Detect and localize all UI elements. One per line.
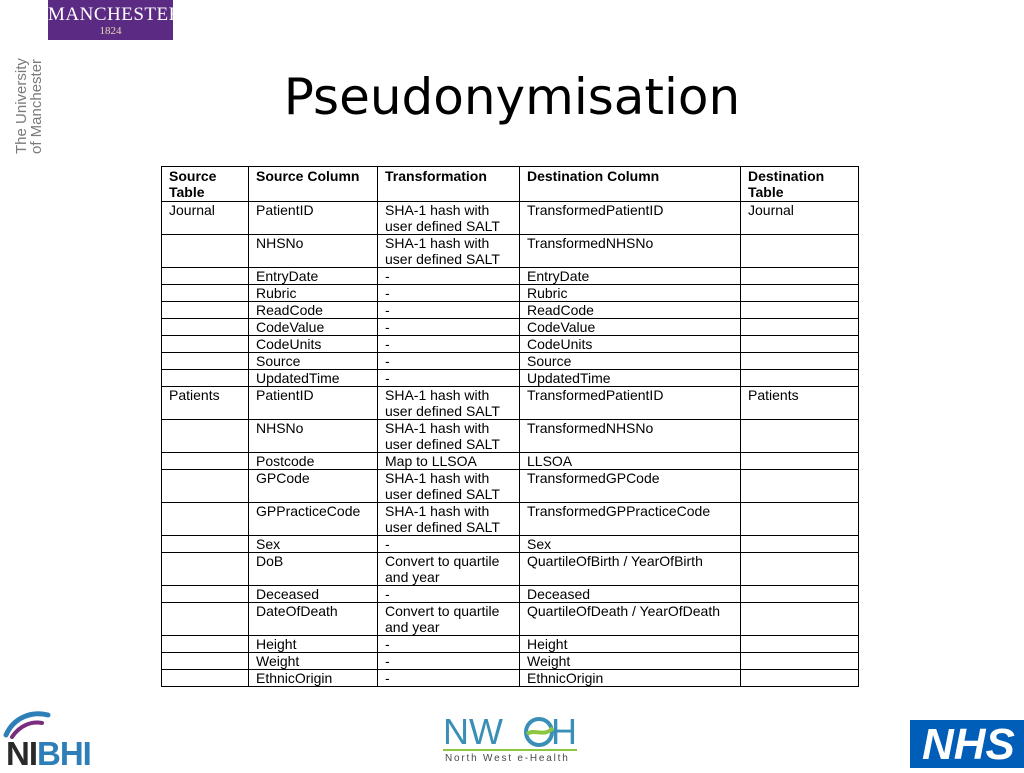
table-row xyxy=(162,353,859,370)
cell-source-table xyxy=(162,336,249,353)
cell-transformation: - xyxy=(378,653,520,670)
cell-destination-column: Rubric xyxy=(520,285,741,302)
cell-transformation: SHA-1 hash with user defined SALT xyxy=(378,420,520,453)
cell-destination-column: QuartileOfDeath / YearOfDeath xyxy=(520,603,741,636)
cell-destination-column: Sex xyxy=(520,536,741,553)
table-row xyxy=(162,636,859,653)
cell-destination-column: QuartileOfBirth / YearOfBirth xyxy=(520,553,741,586)
cell-destination-column: LLSOA xyxy=(520,453,741,470)
cell-destination-table xyxy=(741,285,859,302)
cell-destination-column: EntryDate xyxy=(520,268,741,285)
cell-transformation: Convert to quartile and year xyxy=(378,603,520,636)
cell-destination-table xyxy=(741,503,859,536)
table-row xyxy=(162,387,859,420)
cell-transformation: - xyxy=(378,370,520,387)
cell-source-column: Rubric xyxy=(249,285,378,302)
cell-source-table xyxy=(162,470,249,503)
cell-transformation: Map to LLSOA xyxy=(378,453,520,470)
cell-source-column: GPPracticeCode xyxy=(249,503,378,536)
cell-source-table xyxy=(162,553,249,586)
table-row xyxy=(162,235,859,268)
cell-source-table xyxy=(162,353,249,370)
cell-source-column: Postcode xyxy=(249,453,378,470)
cell-destination-column: TransformedGPCode xyxy=(520,470,741,503)
cell-source-column: UpdatedTime xyxy=(249,370,378,387)
cell-source-column: DateOfDeath xyxy=(249,603,378,636)
cell-transformation: - xyxy=(378,336,520,353)
cell-source-table: Patients xyxy=(162,387,249,420)
cell-transformation: SHA-1 hash with user defined SALT xyxy=(378,235,520,268)
cell-source-column: Weight xyxy=(249,653,378,670)
cell-source-column: Deceased xyxy=(249,586,378,603)
cell-destination-column: TransformedPatientID xyxy=(520,202,741,235)
cell-destination-table xyxy=(741,653,859,670)
nibhi-wordmark xyxy=(6,735,91,773)
table-row xyxy=(162,586,859,603)
cell-destination-column: TransformedNHSNo xyxy=(520,420,741,453)
cell-destination-table xyxy=(741,586,859,603)
university-vertical-label: The University of Manchester xyxy=(13,58,45,154)
cell-destination-column: UpdatedTime xyxy=(520,370,741,387)
cell-destination-table xyxy=(741,603,859,636)
table-row xyxy=(162,420,859,453)
cell-destination-table xyxy=(741,670,859,687)
cell-source-table: Journal xyxy=(162,202,249,235)
nweh-subtitle: North West e-Health xyxy=(445,753,570,764)
cell-destination-table xyxy=(741,235,859,268)
header-source-table: Source Table xyxy=(162,167,249,202)
table-row xyxy=(162,653,859,670)
cell-source-column: ReadCode xyxy=(249,302,378,319)
table-row xyxy=(162,319,859,336)
cell-source-table xyxy=(162,536,249,553)
cell-source-table xyxy=(162,453,249,470)
table-row xyxy=(162,670,859,687)
cell-source-table xyxy=(162,653,249,670)
table-row xyxy=(162,302,859,319)
cell-source-column: CodeUnits xyxy=(249,336,378,353)
table-row xyxy=(162,202,859,235)
table-row xyxy=(162,536,859,553)
cell-destination-table: Patients xyxy=(741,387,859,420)
table-body xyxy=(162,202,859,687)
manchester-logo xyxy=(48,0,182,40)
cell-destination-table xyxy=(741,553,859,586)
cell-destination-column: ReadCode xyxy=(520,302,741,319)
cell-source-table xyxy=(162,670,249,687)
cell-destination-table: Journal xyxy=(741,202,859,235)
header-destination-table: Destination Table xyxy=(741,167,859,202)
cell-transformation: - xyxy=(378,670,520,687)
cell-destination-table xyxy=(741,420,859,453)
cell-source-table xyxy=(162,285,249,302)
cell-transformation: - xyxy=(378,319,520,336)
header-source-column: Source Column xyxy=(249,167,378,202)
cell-destination-table xyxy=(741,370,859,387)
cell-transformation: - xyxy=(378,285,520,302)
cell-source-table xyxy=(162,268,249,285)
nhs-logo xyxy=(910,720,1024,768)
cell-source-column: PatientID xyxy=(249,387,378,420)
cell-source-table xyxy=(162,420,249,453)
nhs-wordmark: NHS xyxy=(922,720,1015,769)
nibhi-bhi: BHI xyxy=(37,735,91,772)
cell-transformation: SHA-1 hash with user defined SALT xyxy=(378,202,520,235)
table-row xyxy=(162,470,859,503)
cell-destination-table xyxy=(741,453,859,470)
cell-source-table xyxy=(162,235,249,268)
cell-source-column: GPCode xyxy=(249,470,378,503)
cell-destination-table xyxy=(741,536,859,553)
cell-source-column: Height xyxy=(249,636,378,653)
header-destination-column: Destination Column xyxy=(520,167,741,202)
cell-destination-column: TransformedPatientID xyxy=(520,387,741,420)
table-row xyxy=(162,453,859,470)
slide-title: Pseudonymisation xyxy=(283,68,741,126)
cell-destination-column: CodeValue xyxy=(520,319,741,336)
cell-destination-column: Deceased xyxy=(520,586,741,603)
cell-transformation: - xyxy=(378,536,520,553)
cell-source-table xyxy=(162,503,249,536)
cell-source-column: EntryDate xyxy=(249,268,378,285)
cell-destination-table xyxy=(741,636,859,653)
cell-destination-column: CodeUnits xyxy=(520,336,741,353)
nibhi-ni: NI xyxy=(6,735,37,772)
manchester-logo-word: MANCHESTER xyxy=(48,4,182,25)
nweh-nw: NW xyxy=(443,711,503,752)
cell-destination-column: Height xyxy=(520,636,741,653)
pseudonymisation-table xyxy=(161,166,859,687)
manchester-logo-year: 1824 xyxy=(99,25,122,37)
cell-source-table xyxy=(162,370,249,387)
cell-destination-table xyxy=(741,268,859,285)
cell-source-column: NHSNo xyxy=(249,420,378,453)
cell-source-table xyxy=(162,302,249,319)
cell-destination-table xyxy=(741,336,859,353)
cell-destination-column: Source xyxy=(520,353,741,370)
cell-transformation: - xyxy=(378,302,520,319)
cell-transformation: SHA-1 hash with user defined SALT xyxy=(378,470,520,503)
cell-source-column: DoB xyxy=(249,553,378,586)
cell-source-column: NHSNo xyxy=(249,235,378,268)
header-transformation: Transformation xyxy=(378,167,520,202)
nweh-logo xyxy=(443,710,583,768)
cell-destination-table xyxy=(741,470,859,503)
table-row xyxy=(162,503,859,536)
cell-transformation: SHA-1 hash with user defined SALT xyxy=(378,503,520,536)
cell-destination-table xyxy=(741,319,859,336)
cell-transformation: Convert to quartile and year xyxy=(378,553,520,586)
nweh-mark-icon xyxy=(443,710,583,752)
cell-source-column: Source xyxy=(249,353,378,370)
cell-transformation: - xyxy=(378,353,520,370)
cell-transformation: - xyxy=(378,586,520,603)
cell-destination-table xyxy=(741,302,859,319)
table-header-row xyxy=(162,167,859,202)
table-row xyxy=(162,336,859,353)
cell-source-table xyxy=(162,319,249,336)
cell-destination-table xyxy=(741,353,859,370)
nweh-h: H xyxy=(551,711,577,752)
cell-transformation: - xyxy=(378,268,520,285)
table-row xyxy=(162,370,859,387)
cell-source-column: Sex xyxy=(249,536,378,553)
table-row xyxy=(162,553,859,586)
cell-source-table xyxy=(162,586,249,603)
table-row xyxy=(162,285,859,302)
cell-destination-column: EthnicOrigin xyxy=(520,670,741,687)
cell-destination-column: TransformedGPPracticeCode xyxy=(520,503,741,536)
cell-destination-column: TransformedNHSNo xyxy=(520,235,741,268)
cell-destination-column: Weight xyxy=(520,653,741,670)
cell-source-table xyxy=(162,603,249,636)
cell-transformation: - xyxy=(378,636,520,653)
cell-transformation: SHA-1 hash with user defined SALT xyxy=(378,387,520,420)
table-row xyxy=(162,603,859,636)
table-row xyxy=(162,268,859,285)
cell-source-column: PatientID xyxy=(249,202,378,235)
cell-source-table xyxy=(162,636,249,653)
nibhi-logo xyxy=(0,705,120,772)
cell-source-column: CodeValue xyxy=(249,319,378,336)
cell-source-column: EthnicOrigin xyxy=(249,670,378,687)
